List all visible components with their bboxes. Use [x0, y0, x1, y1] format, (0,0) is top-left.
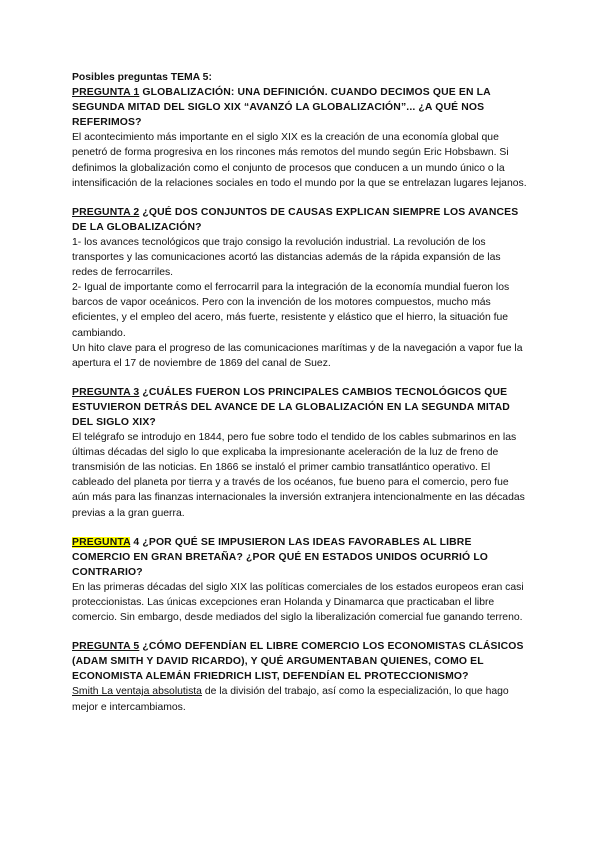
question-label: PREGUNTA 1	[72, 87, 140, 99]
answer-paragraph: El acontecimiento más importante en el siglo XIX es la creación de una economía global que penetró de forma progresiva en los rincones más remotos del mundo según Eric Hobsbawn. Si definimos la globalización como el conjunto de procesos que conducen a un mundo único o la intensificación de la relaciones sociales en todo el mundo por la que se entrelazan lugares lejanos.	[72, 132, 527, 189]
answer-paragraph: 2- Igual de importante como el ferrocarril para la integración de la economía mundial fueron los barcos de vapor oceánicos. Pero con la invención de los motores compuestos, mucho más eficientes, y el empleo del acero, más fuerte, resistente y elástico que el hierro, la situación fue cambiando.	[72, 282, 510, 339]
section-pregunta-3	[72, 385, 528, 521]
document-title: Posibles preguntas TEMA 5:	[72, 72, 212, 83]
question-heading	[72, 639, 528, 684]
question-heading	[72, 385, 528, 430]
question-number: 4	[130, 536, 140, 548]
document-page	[72, 70, 528, 715]
answer-paragraph: 1- los avances tecnológicos que trajo consigo la revolución industrial. La revolución de los transportes y las comunicaciones acortó las distancias además de la rápida expansión de las redes de ferrocarriles.	[72, 236, 501, 279]
question-text: ¿CÓMO DEFENDÍAN EL LIBRE COMERCIO LOS ECONOMISTAS CLÁSICOS (ADAM SMITH Y DAVID RICARDO), Y QUÉ ARGUMENTABAN QUIENES, COMO EL ECONOMISTA ALEMÁN FRIEDRICH LIST, DEFENDÍAN EL PROTECCIONISMO?	[72, 641, 524, 683]
section-pregunta-4	[72, 535, 528, 626]
question-label: PREGUNTA 3	[72, 386, 140, 398]
question-text: ¿POR QUÉ SE IMPUSIERON LAS IDEAS FAVORABLES AL LIBRE COMERCIO EN GRAN BRETAÑA? ¿POR QUÉ EN ESTADOS UNIDOS OCURRIÓ LO CONTRARIO?	[72, 536, 489, 578]
section-pregunta-1	[72, 85, 528, 191]
question-label-highlighted: PREGUNTA	[72, 536, 131, 548]
question-heading	[72, 205, 528, 235]
question-text: ¿CUÁLES FUERON LOS PRINCIPALES CAMBIOS TECNOLÓGICOS QUE ESTUVIERON DETRÁS DEL AVANCE DE LA GLOBALIZACIÓN EN LA SEGUNDA MITAD DEL SIGLO XIX?	[72, 386, 510, 428]
question-text: GLOBALIZACIÓN: UNA DEFINICIÓN. CUANDO DECIMOS QUE EN LA SEGUNDA MITAD DEL SIGLO XIX “AVANZÓ LA GLOBALIZACIÓN”... ¿A QUÉ NOS REFERIMOS?	[72, 87, 491, 129]
answer-paragraph: En las primeras décadas del siglo XIX las políticas comerciales de los estados europeos eran casi proteccionistas. Las únicas excepciones eran Holanda y Dinamarca que practicaban el libre comercio. Sin embargo, desde mediados del siglo la liberalización comercial fue ganando terreno.	[72, 581, 524, 624]
answer-text: de la división del trabajo, así como la especialización, lo que hago mejor e intercambiamos.	[72, 686, 509, 713]
answer-paragraph: El telégrafo se introdujo en 1844, pero fue sobre todo el tendido de los cables submarinos en las últimas décadas del siglo lo que explicaba la impresionante aceleración de la luz de freno de transmisión de las noticias. En 1866 se instaló el primer cambio transatlántico operativo. El cableado del planeta por tierra y a través de los océanos, fue bueno para el comercio, pero fue aún más para las finanzas internacionales la inversión extranjera intencionalmente en las décadas previas a la gran guerra.	[72, 432, 525, 519]
answer-paragraph	[72, 684, 528, 714]
question-heading	[72, 85, 528, 130]
question-text: ¿QUÉ DOS CONJUNTOS DE CAUSAS EXPLICAN SIEMPRE LOS AVANCES DE LA GLOBALIZACIÓN?	[72, 206, 519, 233]
underlined-answer-text: Smith La ventaja absolutista	[72, 686, 202, 698]
section-pregunta-5	[72, 639, 528, 714]
question-label: PREGUNTA 2	[72, 206, 140, 218]
section-pregunta-2	[72, 205, 528, 371]
answer-paragraph: Un hito clave para el progreso de las comunicaciones marítimas y de la navegación a vapor fue la apertura el 17 de noviembre de 1869 del canal de Suez.	[72, 342, 523, 369]
question-label: PREGUNTA 5	[72, 641, 140, 653]
question-heading	[72, 535, 528, 580]
